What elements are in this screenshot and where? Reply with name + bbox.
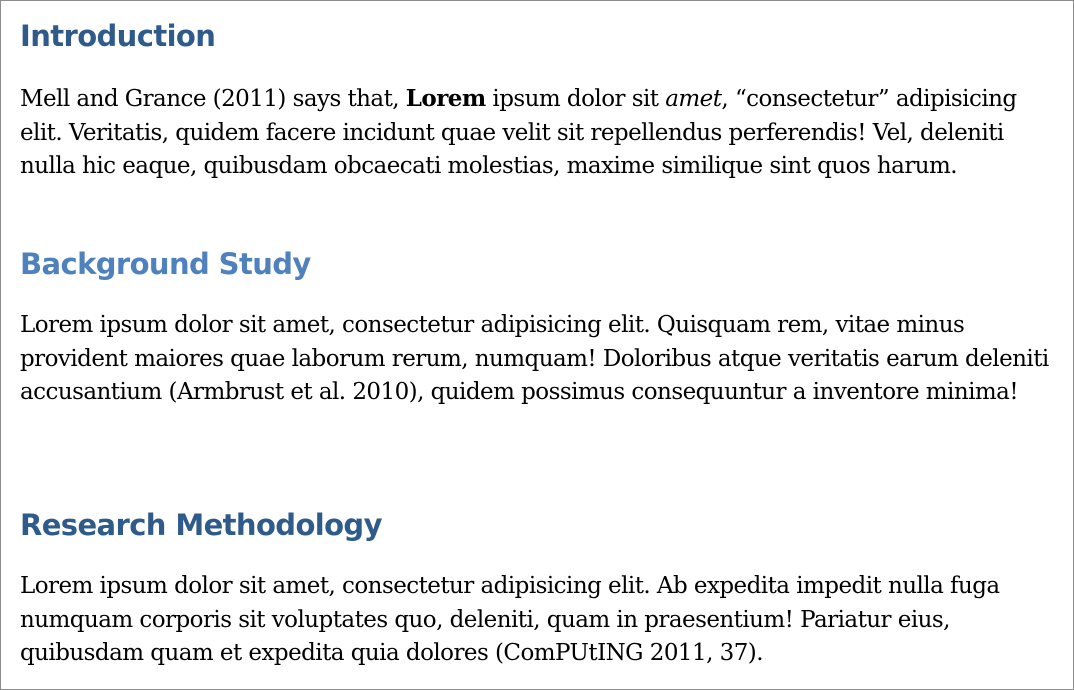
heading-background-study: Background Study [20, 247, 311, 281]
heading-research-methodology: Research Methodology [20, 508, 382, 542]
heading-introduction: Introduction [20, 19, 216, 53]
intro-text-suffix: , “consectetur” adipisicing elit. Veritatis, quidem facere incidunt quae velit sit repellendus perferendis! Vel, deleniti nulla hic eaque, quibusdam obcaecati molestias, maxime similique sint quos harum. [20, 86, 1017, 179]
paragraph-background-study: Lorem ipsum dolor sit amet, consectetur adipisicing elit. Quisquam rem, vitae minus provident maiores quae laborum rerum, numquam! Doloribus atque veritatis earum deleniti accusantium (Armbrust et al. 2010), quidem possimus consequuntur a inventore minima! [20, 312, 1049, 405]
paragraph-research-methodology: Lorem ipsum dolor sit amet, consectetur adipisicing elit. Ab expedita impedit nulla fuga numquam corporis sit voluptates quo, deleniti, quam in praesentium! Pariatur eius, quibusdam quam et expedita quia dolores (ComPUtING 2011, 37). [20, 573, 1000, 666]
intro-text-mid: ipsum dolor sit [485, 86, 666, 112]
intro-text-prefix: Mell and Grance (2011) says that, [20, 86, 406, 112]
paragraph-introduction [20, 82, 1060, 184]
intro-italic-word: amet [665, 86, 722, 112]
intro-bold-word: Lorem [405, 85, 486, 112]
